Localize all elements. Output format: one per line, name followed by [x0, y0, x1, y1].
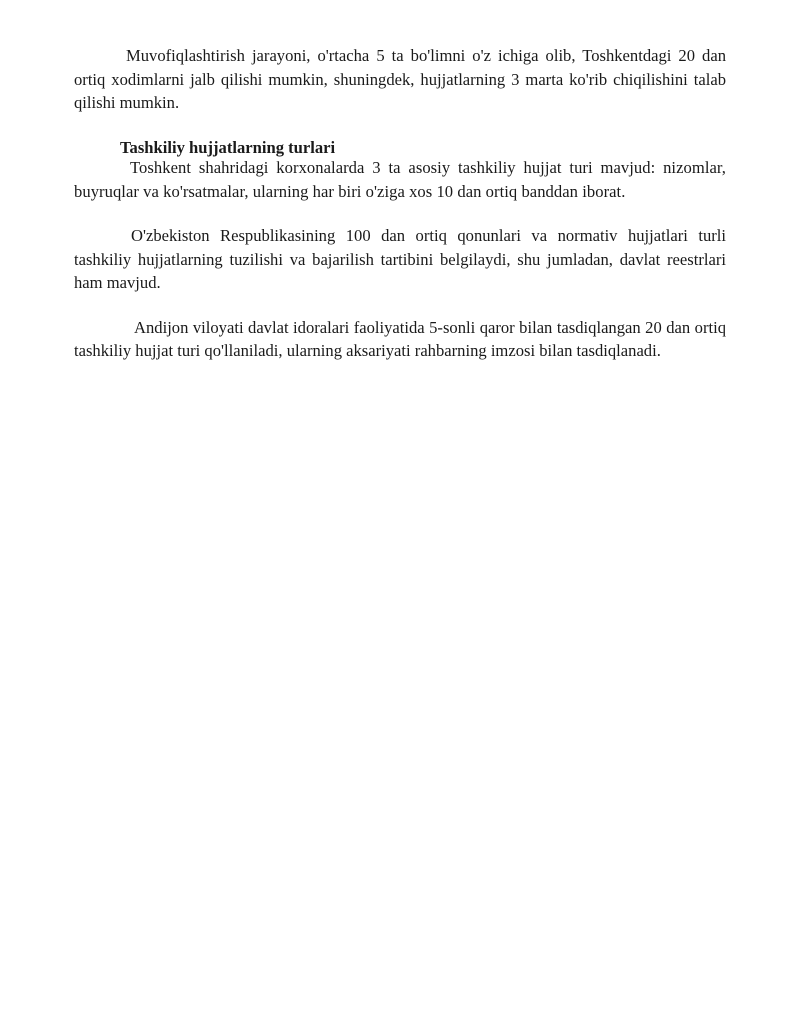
paragraph-document-types: Toshkent shahridagi korxonalarda 3 ta asosiy tashkiliy hujjat turi mavjud: nizomlar, buyruqlar va ko'rsatmalar, ularning har biri o'ziga xos 10 dan ortiq banddan iborat. — [74, 158, 726, 201]
paragraph-coordination: Muvofiqlashtirish jarayoni, o'rtacha 5 ta bo'limni o'z ichiga olib, Toshkentdagi 20 dan ortiq xodimlarni jalb qilishi mumkin, shuningdek, hujjatlarning 3 marta ko'rib chiqilishini talab qilishi mumkin. — [74, 46, 726, 112]
paragraph-laws: O'zbekiston Respublikasining 100 dan ortiq qonunlari va normativ hujjatlari turli tashkiliy hujjatlarning tuzilishi va bajarilish tartibini belgilaydi, shu jumladan, davlat reestrlari ham mavjud. — [74, 226, 726, 292]
section-heading: Tashkiliy hujjatlarning turlari — [120, 137, 336, 157]
document-body — [74, 44, 726, 363]
paragraph-andijan: Andijon viloyati davlat idoralari faoliyatida 5-sonli qaror bilan tasdiqlangan 20 dan ortiq tashkiliy hujjat turi qo'llaniladi, ularning aksariyati rahbarning imzosi bilan tasdiqlanadi. — [74, 317, 726, 360]
